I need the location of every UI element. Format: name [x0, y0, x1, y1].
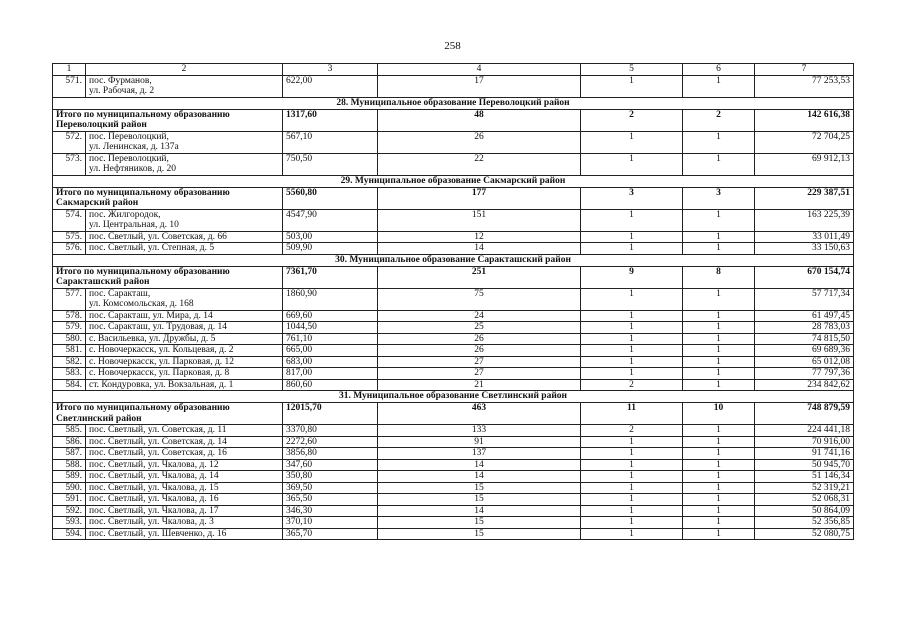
area-cell: 683,00 [283, 356, 378, 368]
amount-cell: 163 225,39 [755, 209, 854, 231]
table-header-row [53, 64, 854, 76]
section-title: 28. Муниципальное образование Переволоцкий район [53, 97, 854, 109]
column-6-cell: 1 [683, 482, 755, 494]
column-5-cell: 1 [581, 471, 683, 483]
column-6-cell: 1 [683, 448, 755, 460]
column-4-cell: 14 [378, 459, 581, 471]
cell-line: ул. Нефтяников, д. 20 [89, 164, 176, 174]
column-4-cell: 21 [378, 379, 581, 391]
amount-cell: 91 741,16 [755, 448, 854, 460]
page-number: 258 [444, 40, 461, 52]
row-number: 571. [53, 75, 86, 97]
cell-line: Итого по муниципальному образованию [56, 109, 230, 120]
column-4-cell: 14 [378, 505, 581, 517]
address-cell [86, 356, 283, 368]
area-cell: 5560,80 [283, 187, 378, 209]
column-4-cell: 91 [378, 436, 581, 448]
cell-line: пос. Светлый, ул. Советская, д. 11 [89, 425, 227, 435]
area-cell: 370,10 [283, 517, 378, 529]
table-row [53, 333, 854, 345]
column-4-cell: 14 [378, 243, 581, 255]
address-cell [86, 153, 283, 175]
cell-line: Сакмарский район [56, 198, 139, 208]
area-cell: 3856,80 [283, 448, 378, 460]
column-6-cell: 1 [683, 153, 755, 175]
area-cell: 761,10 [283, 333, 378, 345]
area-cell: 347,60 [283, 459, 378, 471]
section-header-row [53, 391, 854, 403]
address-cell [86, 310, 283, 322]
row-number: 586. [53, 436, 86, 448]
column-6-cell: 1 [683, 333, 755, 345]
table-row [53, 494, 854, 506]
address-cell [86, 209, 283, 231]
column-4-cell: 177 [378, 187, 581, 209]
table-row [53, 131, 854, 153]
column-5-cell: 2 [581, 379, 683, 391]
amount-cell: 50 864,09 [755, 505, 854, 517]
column-6-cell: 1 [683, 243, 755, 255]
column-6-cell: 1 [683, 379, 755, 391]
area-cell: 509,90 [283, 243, 378, 255]
column-4-cell: 17 [378, 75, 581, 97]
table-row [53, 153, 854, 175]
row-number: 584. [53, 379, 86, 391]
address-cell [86, 322, 283, 334]
column-5-cell: 9 [581, 266, 683, 288]
area-cell: 7361,70 [283, 266, 378, 288]
area-cell: 665,00 [283, 345, 378, 357]
column-5-cell: 3 [581, 187, 683, 209]
amount-cell: 52 080,75 [755, 528, 854, 540]
column-4-cell: 75 [378, 288, 581, 310]
amount-cell: 77 253,53 [755, 75, 854, 97]
cell-line: с. Новочеркасск, ул. Парковая, д. 12 [89, 356, 235, 367]
column-5-cell: 11 [581, 403, 683, 425]
column-5-cell: 1 [581, 459, 683, 471]
column-6-cell: 1 [683, 368, 755, 380]
column-4-cell: 26 [378, 131, 581, 153]
column-4-cell: 15 [378, 528, 581, 540]
row-number: 573. [53, 153, 86, 175]
cell-line: пос. Переволоцкий, [89, 153, 169, 164]
table-row [53, 517, 854, 529]
column-6-cell: 2 [683, 109, 755, 131]
amount-cell: 77 797,36 [755, 368, 854, 380]
table-row [53, 528, 854, 540]
amount-cell: 51 146,34 [755, 471, 854, 483]
amount-cell: 748 879,59 [755, 403, 854, 425]
area-cell: 622,00 [283, 75, 378, 97]
amount-cell: 33 011,49 [755, 231, 854, 243]
section-title: 30. Муниципальное образование Саракташский район [53, 254, 854, 266]
column-4-cell: 137 [378, 448, 581, 460]
amount-cell: 33 150,63 [755, 243, 854, 255]
area-cell: 1860,90 [283, 288, 378, 310]
address-cell [86, 505, 283, 517]
area-cell: 350,80 [283, 471, 378, 483]
column-6-cell: 1 [683, 471, 755, 483]
address-cell [86, 425, 283, 437]
column-4-cell: 48 [378, 109, 581, 131]
column-6-cell: 1 [683, 345, 755, 357]
section-title: 31. Муниципальное образование Светлинский район [53, 391, 854, 403]
area-cell: 817,00 [283, 368, 378, 380]
address-cell [86, 231, 283, 243]
header-cell: 6 [683, 64, 755, 76]
area-cell: 860,60 [283, 379, 378, 391]
cell-line: пос. Фурманов, [89, 75, 152, 86]
column-6-cell: 1 [683, 231, 755, 243]
amount-cell: 61 497,45 [755, 310, 854, 322]
cell-line: ул. Рабочая, д. 2 [89, 86, 155, 96]
column-5-cell: 1 [581, 243, 683, 255]
column-5-cell: 1 [581, 448, 683, 460]
amount-cell: 74 815,50 [755, 333, 854, 345]
area-cell: 346,30 [283, 505, 378, 517]
cell-line: с. Васильевка, ул. Дружбы, д. 5 [89, 333, 216, 344]
address-cell [86, 368, 283, 380]
amount-cell: 65 012,08 [755, 356, 854, 368]
cell-line: пос. Светлый, ул. Шевченко, д. 16 [89, 528, 227, 539]
column-5-cell: 1 [581, 153, 683, 175]
amount-cell: 224 441,18 [755, 425, 854, 437]
column-6-cell: 1 [683, 209, 755, 231]
column-5-cell: 1 [581, 209, 683, 231]
row-number: 582. [53, 356, 86, 368]
amount-cell: 69 912,13 [755, 153, 854, 175]
row-number: 587. [53, 448, 86, 460]
area-cell: 2272,60 [283, 436, 378, 448]
section-header-row [53, 175, 854, 187]
cell-line: пос. Светлый, ул. Степная, д. 5 [89, 243, 215, 253]
table-row [53, 368, 854, 380]
header-cell: 1 [53, 64, 86, 76]
amount-cell: 72 704,25 [755, 131, 854, 153]
address-cell [86, 243, 283, 255]
column-5-cell: 1 [581, 75, 683, 97]
area-cell: 1044,50 [283, 322, 378, 334]
cell-line: пос. Светлый, ул. Чкалова, д. 3 [89, 517, 214, 527]
area-cell: 369,50 [283, 482, 378, 494]
district-total-row [53, 109, 854, 131]
table-row [53, 209, 854, 231]
table-row [53, 471, 854, 483]
area-cell: 365,70 [283, 528, 378, 540]
column-4-cell: 251 [378, 266, 581, 288]
column-5-cell: 1 [581, 505, 683, 517]
cell-line: Саракташский район [56, 277, 150, 287]
amount-cell: 69 689,36 [755, 345, 854, 357]
column-6-cell: 1 [683, 425, 755, 437]
cell-line: ул. Комсомольская, д. 168 [89, 299, 194, 309]
column-6-cell: 1 [683, 528, 755, 540]
table-row [53, 231, 854, 243]
housing-table [52, 63, 854, 540]
amount-cell: 28 783,03 [755, 322, 854, 334]
total-label [53, 109, 283, 131]
column-4-cell: 24 [378, 310, 581, 322]
district-total-row [53, 403, 854, 425]
cell-line: Итого по муниципальному образованию [56, 403, 230, 413]
cell-line: пос. Переволоцкий, [89, 131, 169, 142]
address-cell [86, 288, 283, 310]
column-5-cell: 2 [581, 425, 683, 437]
column-5-cell: 1 [581, 345, 683, 357]
address-cell [86, 494, 283, 506]
column-5-cell: 1 [581, 528, 683, 540]
district-total-row [53, 266, 854, 288]
amount-cell: 670 154,74 [755, 266, 854, 288]
cell-line: пос. Светлый, ул. Советская, д. 16 [89, 448, 227, 458]
table-row [53, 425, 854, 437]
table-row [53, 459, 854, 471]
address-cell [86, 379, 283, 391]
cell-line: пос. Светлый, ул. Чкалова, д. 17 [89, 505, 219, 516]
row-number: 585. [53, 425, 86, 437]
header-cell: 4 [378, 64, 581, 76]
row-number: 572. [53, 131, 86, 153]
column-6-cell: 1 [683, 459, 755, 471]
address-cell [86, 131, 283, 153]
column-4-cell: 26 [378, 345, 581, 357]
row-number: 581. [53, 345, 86, 357]
header-cell: 2 [86, 64, 283, 76]
area-cell: 567,10 [283, 131, 378, 153]
column-4-cell: 27 [378, 356, 581, 368]
cell-line: Переволоцкий район [56, 120, 147, 130]
area-cell: 12015,70 [283, 403, 378, 425]
column-4-cell: 25 [378, 322, 581, 334]
cell-line: пос. Саракташ, ул. Мира, д. 14 [89, 310, 213, 321]
row-number: 593. [53, 517, 86, 529]
row-number: 589. [53, 471, 86, 483]
section-header-row [53, 254, 854, 266]
cell-line: пос. Жилгородок, [89, 209, 161, 220]
total-label [53, 187, 283, 209]
column-4-cell: 463 [378, 403, 581, 425]
address-cell [86, 482, 283, 494]
column-6-cell: 1 [683, 517, 755, 529]
cell-line: пос. Светлый, ул. Чкалова, д. 16 [89, 494, 219, 504]
amount-cell: 50 945,70 [755, 459, 854, 471]
column-6-cell: 1 [683, 322, 755, 334]
column-6-cell: 1 [683, 288, 755, 310]
column-4-cell: 15 [378, 482, 581, 494]
header-cell: 3 [283, 64, 378, 76]
row-number: 590. [53, 482, 86, 494]
amount-cell: 52 068,31 [755, 494, 854, 506]
row-number: 580. [53, 333, 86, 345]
column-6-cell: 8 [683, 266, 755, 288]
area-cell: 4547,90 [283, 209, 378, 231]
column-6-cell: 10 [683, 403, 755, 425]
column-6-cell: 1 [683, 310, 755, 322]
table-row [53, 310, 854, 322]
table-row [53, 505, 854, 517]
column-4-cell: 22 [378, 153, 581, 175]
address-cell [86, 333, 283, 345]
column-5-cell: 1 [581, 436, 683, 448]
table-row [53, 288, 854, 310]
column-5-cell: 1 [581, 322, 683, 334]
address-cell [86, 436, 283, 448]
cell-line: ул. Центральная, д. 10 [89, 220, 179, 230]
row-number: 577. [53, 288, 86, 310]
cell-line: пос. Светлый, ул. Чкалова, д. 14 [89, 471, 219, 481]
header-cell: 7 [755, 64, 854, 76]
column-5-cell: 1 [581, 288, 683, 310]
area-cell: 1317,60 [283, 109, 378, 131]
column-4-cell: 14 [378, 471, 581, 483]
table-row [53, 345, 854, 357]
amount-cell: 142 616,38 [755, 109, 854, 131]
row-number: 574. [53, 209, 86, 231]
column-6-cell: 1 [683, 356, 755, 368]
amount-cell: 52 356,85 [755, 517, 854, 529]
column-6-cell: 1 [683, 505, 755, 517]
row-number: 576. [53, 243, 86, 255]
amount-cell: 234 842,62 [755, 379, 854, 391]
amount-cell: 57 717,34 [755, 288, 854, 310]
column-5-cell: 1 [581, 231, 683, 243]
area-cell: 750,50 [283, 153, 378, 175]
amount-cell: 229 387,51 [755, 187, 854, 209]
table-row [53, 75, 854, 97]
row-number: 575. [53, 231, 86, 243]
address-cell [86, 345, 283, 357]
column-6-cell: 1 [683, 75, 755, 97]
cell-line: пос. Светлый, ул. Советская, д. 66 [89, 231, 227, 242]
table-row [53, 356, 854, 368]
cell-line: с. Новочеркасск, ул. Парковая, д. 8 [89, 368, 230, 378]
column-5-cell: 1 [581, 368, 683, 380]
cell-line: пос. Светлый, ул. Чкалова, д. 15 [89, 482, 219, 493]
section-header-row [53, 97, 854, 109]
row-number: 591. [53, 494, 86, 506]
cell-line: пос. Саракташ, ул. Трудовая, д. 14 [89, 322, 228, 332]
amount-cell: 52 319,21 [755, 482, 854, 494]
column-4-cell: 12 [378, 231, 581, 243]
column-5-cell: 1 [581, 333, 683, 345]
cell-line: Итого по муниципальному образованию [56, 187, 230, 198]
column-5-cell: 2 [581, 109, 683, 131]
address-cell [86, 517, 283, 529]
column-6-cell: 1 [683, 494, 755, 506]
row-number: 594. [53, 528, 86, 540]
cell-line: Итого по муниципальному образованию [56, 266, 230, 277]
total-label [53, 266, 283, 288]
column-5-cell: 1 [581, 131, 683, 153]
cell-line: пос. Светлый, ул. Чкалова, д. 12 [89, 459, 219, 470]
column-5-cell: 1 [581, 517, 683, 529]
column-6-cell: 1 [683, 131, 755, 153]
area-cell: 365,50 [283, 494, 378, 506]
row-number: 578. [53, 310, 86, 322]
address-cell [86, 528, 283, 540]
column-5-cell: 1 [581, 310, 683, 322]
table-row [53, 436, 854, 448]
table-row [53, 482, 854, 494]
column-6-cell: 3 [683, 187, 755, 209]
address-cell [86, 448, 283, 460]
column-4-cell: 151 [378, 209, 581, 231]
header-cell: 5 [581, 64, 683, 76]
area-cell: 503,00 [283, 231, 378, 243]
column-5-cell: 1 [581, 494, 683, 506]
column-4-cell: 26 [378, 333, 581, 345]
address-cell [86, 471, 283, 483]
row-number: 579. [53, 322, 86, 334]
column-5-cell: 1 [581, 356, 683, 368]
district-total-row [53, 187, 854, 209]
table-row [53, 379, 854, 391]
cell-line: ст. Кондуровка, ул. Вокзальная, д. 1 [89, 379, 234, 390]
row-number: 588. [53, 459, 86, 471]
cell-line: Светлинский район [56, 413, 142, 424]
table-row [53, 322, 854, 334]
table-row [53, 243, 854, 255]
row-number: 592. [53, 505, 86, 517]
cell-line: пос. Светлый, ул. Советская, д. 14 [89, 436, 227, 447]
address-cell [86, 75, 283, 97]
cell-line: ул. Ленинская, д. 137а [89, 142, 179, 152]
row-number: 583. [53, 368, 86, 380]
area-cell: 3370,80 [283, 425, 378, 437]
column-4-cell: 15 [378, 517, 581, 529]
cell-line: пос. Саракташ, [89, 288, 151, 299]
column-4-cell: 27 [378, 368, 581, 380]
cell-line: с. Новочеркасск, ул. Кольцевая, д. 2 [89, 345, 234, 355]
column-4-cell: 133 [378, 425, 581, 437]
table-row [53, 448, 854, 460]
amount-cell: 70 916,00 [755, 436, 854, 448]
column-5-cell: 1 [581, 482, 683, 494]
address-cell [86, 459, 283, 471]
total-label [53, 403, 283, 425]
area-cell: 669,60 [283, 310, 378, 322]
section-title: 29. Муниципальное образование Сакмарский район [53, 175, 854, 187]
column-4-cell: 15 [378, 494, 581, 506]
column-6-cell: 1 [683, 436, 755, 448]
